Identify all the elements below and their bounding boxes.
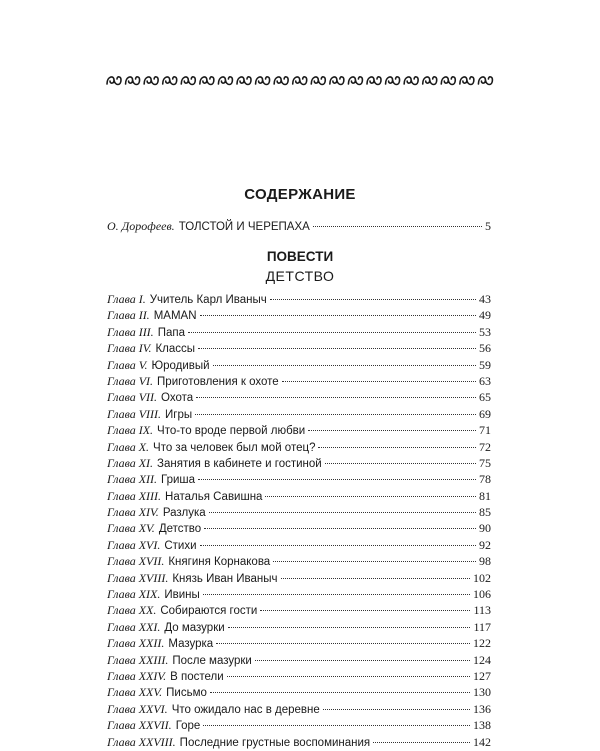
ornament-scroll: [126, 77, 140, 85]
ornament-scroll: [311, 77, 325, 85]
chapter-number: Глава XXI.: [107, 619, 161, 634]
ornament-scroll: [237, 77, 251, 85]
chapter-number: Глава XIII.: [107, 488, 162, 503]
chapter-page: 106: [473, 587, 491, 602]
chapter-number: Глава VII.: [107, 390, 158, 405]
dot-leader: [198, 479, 476, 480]
toc-entry: [107, 718, 491, 734]
toc-entry: [107, 374, 491, 390]
chapter-number: Глава II.: [107, 308, 150, 323]
chapter-title: Горе: [175, 720, 201, 733]
chapter-number: Глава VI.: [107, 373, 154, 388]
chapter-page: 136: [473, 701, 491, 716]
dot-leader: [313, 226, 482, 227]
toc-entry: [107, 341, 491, 357]
dot-leader: [273, 561, 476, 562]
toc-entry: [107, 325, 491, 341]
toc-entry: [107, 308, 491, 324]
dot-leader: [325, 463, 476, 464]
chapter-title: Князь Иван Иваныч: [172, 572, 278, 585]
toc-entry: [107, 636, 491, 652]
chapter-page: 142: [473, 734, 491, 749]
toc-entry: [107, 603, 491, 619]
chapter-page: 138: [473, 718, 491, 733]
toc-entry: [107, 472, 491, 488]
ornament-scroll: [348, 77, 362, 85]
chapter-number: Глава XXIII.: [107, 652, 169, 667]
toc-entry: [107, 489, 491, 505]
chapter-page: 59: [479, 357, 491, 372]
chapter-number: Глава XV.: [107, 521, 155, 536]
dot-leader: [200, 545, 476, 546]
ornament-scroll: [441, 77, 455, 85]
chapter-number: Глава XX.: [107, 603, 157, 618]
dot-leader: [210, 692, 470, 693]
chapter-title: Игры: [165, 408, 193, 421]
chapter-title: Письмо: [166, 687, 207, 700]
chapter-title: Что за человек был мой отец?: [153, 441, 316, 454]
ornament-scroll: [107, 77, 121, 85]
chapter-page: 49: [479, 308, 491, 323]
ornament-scroll: [478, 77, 492, 85]
chapter-title: До мазурки: [164, 621, 225, 634]
toc-entry: [107, 358, 491, 374]
chapter-page: 78: [479, 472, 491, 487]
chapter-number: Глава XXIV.: [107, 668, 167, 683]
toc-entry: [107, 620, 491, 636]
chapter-number: Глава XXVIII.: [107, 734, 176, 749]
chapter-title: Собираются гости: [160, 605, 258, 618]
chapter-number: Глава IX.: [107, 423, 154, 438]
chapter-page: 113: [473, 603, 491, 618]
chapter-page: 53: [479, 324, 491, 339]
chapter-number: Глава XXVII.: [107, 718, 172, 733]
chapter-page: 124: [473, 652, 491, 667]
ornament-scroll: [404, 77, 418, 85]
chapter-page: 127: [473, 668, 491, 683]
dot-leader: [196, 397, 476, 398]
toc-entry: [107, 505, 491, 521]
chapter-title: После мазурки: [172, 654, 252, 667]
chapter-number: Глава V.: [107, 357, 148, 372]
chapter-title: Папа: [157, 326, 185, 339]
ornament-scroll: [274, 77, 288, 85]
dot-leader: [255, 660, 470, 661]
chapter-title: Охота: [161, 392, 194, 405]
chapter-title: Детство: [158, 523, 202, 536]
chapter-number: Глава IV.: [107, 341, 152, 356]
chapter-number: Глава XVI.: [107, 537, 161, 552]
subsection-heading: ДЕТСТВО: [265, 268, 335, 284]
ornament-scroll: [200, 77, 214, 85]
ornament-scroll: [460, 77, 474, 85]
intro-title: ТОЛСТОЙ И ЧЕРЕПАХА: [178, 221, 310, 233]
toc-entry: [107, 407, 491, 423]
dot-leader: [318, 447, 476, 448]
chapter-title: Гриша: [161, 474, 196, 487]
dot-leader: [195, 414, 476, 415]
chapter-page: 65: [479, 390, 491, 405]
dot-leader: [323, 709, 470, 710]
dot-leader: [281, 578, 470, 579]
toc-entry: [107, 390, 491, 406]
chapter-page: 122: [473, 636, 491, 651]
chapter-number: Глава I.: [107, 292, 146, 306]
chapter-number: Глава XXVI.: [107, 701, 168, 716]
chapter-title: Классы: [155, 343, 196, 356]
dot-leader: [213, 365, 476, 366]
ornament-scroll: [423, 77, 437, 85]
toc-entry: [107, 538, 491, 554]
toc-entry-intro: [107, 219, 491, 234]
dot-leader: [203, 594, 470, 595]
chapter-page: 63: [479, 373, 491, 388]
chapter-page: 71: [479, 423, 491, 438]
toc-entry: [107, 653, 491, 669]
dot-leader: [204, 528, 476, 529]
section-heading: ПОВЕСТИ: [266, 249, 334, 264]
toc-entry: [107, 735, 491, 751]
toc-entry: [107, 521, 491, 537]
toc-entry: [107, 702, 491, 718]
chapter-list: [107, 292, 491, 751]
page-title: СОДЕРЖАНИЕ: [244, 186, 356, 203]
chapter-page: 130: [473, 685, 491, 700]
toc-entry: [107, 685, 491, 701]
chapter-title: Стихи: [164, 539, 197, 552]
toc-entry: [107, 571, 491, 587]
toc-entry: [107, 423, 491, 439]
ornament-scroll: [218, 77, 232, 85]
dot-leader: [260, 610, 470, 611]
chapter-title: Занятия в кабинете и гостиной: [157, 457, 322, 470]
toc-entry: [107, 587, 491, 603]
dot-leader: [265, 496, 476, 497]
chapter-title: Наталья Савишна: [165, 490, 263, 503]
dot-leader: [228, 627, 471, 628]
chapter-number: Глава XVIII.: [107, 570, 169, 585]
chapter-number: Глава XI.: [107, 455, 154, 470]
chapter-page: 92: [479, 537, 491, 552]
dot-leader: [209, 512, 476, 513]
chapter-page: 117: [473, 619, 491, 634]
ornament-scroll: [293, 77, 307, 85]
chapter-page: 75: [479, 455, 491, 470]
chapter-title: Что-то вроде первой любви: [157, 425, 306, 438]
chapter-title: Ивины: [164, 589, 200, 602]
toc-entry: [107, 440, 491, 456]
chapter-page: 72: [479, 439, 491, 454]
chapter-number: Глава III.: [107, 324, 154, 339]
chapter-number: Глава XIV.: [107, 505, 159, 520]
toc-entry: [107, 456, 491, 472]
ornament-border: [105, 72, 495, 90]
dot-leader: [270, 299, 476, 300]
ornament-scroll: [386, 77, 400, 85]
chapter-title: Юродивый: [151, 359, 210, 372]
ornament-scroll: [163, 77, 177, 85]
chapter-page: 90: [479, 521, 491, 536]
chapter-title: В постели: [170, 670, 224, 683]
chapter-title: Что ожидало нас в деревне: [171, 703, 320, 716]
dot-leader: [282, 381, 476, 382]
dot-leader: [203, 725, 470, 726]
chapter-number: Глава VIII.: [107, 406, 162, 421]
chapter-number: Глава XVII.: [107, 554, 165, 569]
chapter-page: 98: [479, 554, 491, 569]
chapter-page: 102: [473, 570, 491, 585]
chapter-number: Глава X.: [107, 439, 150, 454]
chapter-page: 56: [479, 341, 491, 356]
dot-leader: [216, 643, 470, 644]
dot-leader: [200, 315, 477, 316]
dot-leader: [373, 742, 470, 743]
chapter-page: 69: [479, 406, 491, 421]
intro-page: 5: [485, 219, 491, 233]
chapter-title: Учитель Карл Иваныч: [149, 294, 267, 306]
ornament-scroll: [330, 77, 344, 85]
chapter-title: Мазурка: [168, 638, 214, 651]
ornament-scroll: [256, 77, 270, 85]
ornament-scroll: [367, 77, 381, 85]
toc-entry: [107, 554, 491, 570]
dot-leader: [227, 676, 470, 677]
dot-leader: [308, 430, 476, 431]
toc-entry: [107, 669, 491, 685]
dot-leader: [198, 348, 476, 349]
chapter-number: Глава XII.: [107, 472, 158, 487]
intro-author: О. Дорофеев.: [107, 219, 175, 233]
chapter-title: Разлука: [162, 507, 206, 520]
chapter-number: Глава XXV.: [107, 685, 163, 700]
chapter-number: Глава XIX.: [107, 587, 161, 602]
chapter-title: MAMAN: [153, 310, 197, 323]
chapter-page: 43: [479, 292, 491, 306]
chapter-page: 85: [479, 505, 491, 520]
toc-entry: [107, 292, 491, 308]
ornament-scroll: [144, 77, 158, 85]
chapter-page: 81: [479, 488, 491, 503]
chapter-title: Приготовления к охоте: [157, 375, 279, 388]
dot-leader: [188, 332, 476, 333]
chapter-number: Глава XXII.: [107, 636, 165, 651]
chapter-title: Последние грустные воспоминания: [179, 736, 371, 749]
chapter-title: Княгиня Корнакова: [168, 556, 271, 569]
ornament-scroll: [181, 77, 195, 85]
